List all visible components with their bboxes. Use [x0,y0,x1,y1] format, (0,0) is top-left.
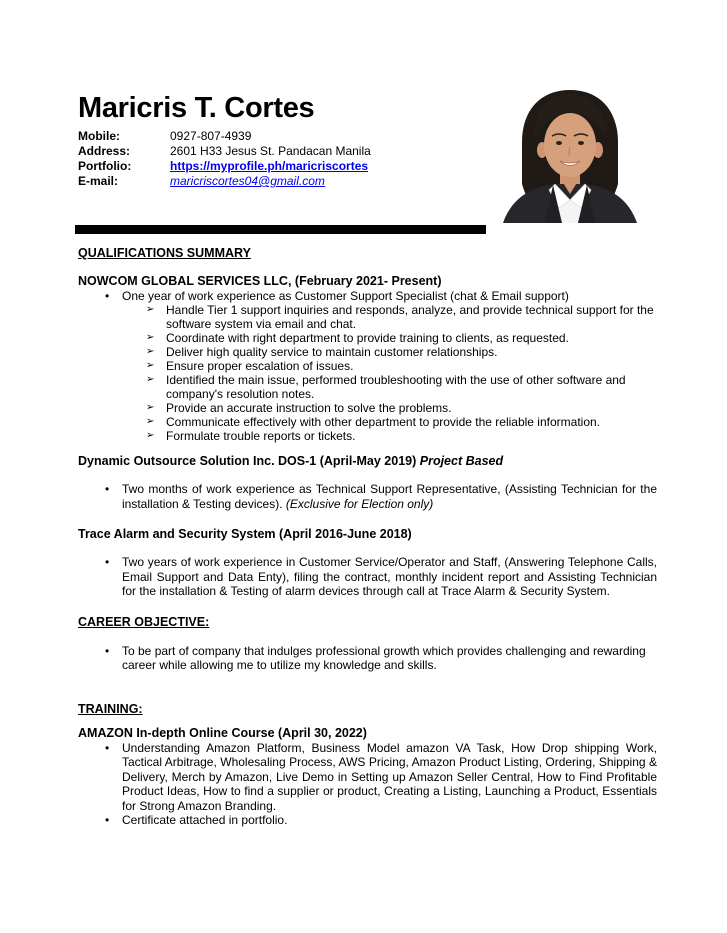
task-item: ➢ Handle Tier 1 support inquiries and responds, analyze, and provide technical support for the software system via email and chat. [146,303,654,331]
contact-row-portfolio [78,159,657,174]
task-item: ➢ Identified the main issue, performed troubleshooting with the use of other software and company's resolution notes. [146,373,626,401]
task-item: ➢ Communicate effectively with other department to provide the reliable information. [146,415,600,429]
training-bullet: • Certificate attached in portfolio. [105,813,288,827]
job-heading-dynamic: Dynamic Outsource Solution Inc. DOS-1 (April-May 2019) Project Based [78,454,504,468]
contact-row-mobile [78,129,657,144]
training-bullet: • Understanding Amazon Platform, Business Model amazon VA Task, How Drop shipping Work, Tactical Arbitrage, Wholesaling Process, AWS Pricing, Amazon Product Listing, Ordering, Shipping & Delivery, Merch by Amazon, Live Demo in Setting up Amazon Seller Central, How to Find Profitable Product Ideas, How to find a supplier or product, Creating a Listing, Launching a Product, Essentials for Strong Amazon Branding. [105,740,657,813]
bullet-icon: • [105,555,110,569]
training-course-heading: AMAZON In-depth Online Course (April 30, 2022) [78,725,367,740]
bullet-icon: • [105,813,110,827]
mobile-label: Mobile: [78,129,120,143]
job-summary-dynamic-italic: (Exclusive for Election only) [285,496,434,511]
job-summary-nowcom: • One year of work experience as Customer Support Specialist (chat & Email support) [105,289,569,303]
arrow-bullet-icon: ➢ [146,360,155,371]
job-heading-dynamic-italic: Project Based [419,454,504,468]
arrow-bullet-icon: ➢ [146,402,155,413]
job-summary-dynamic: • Two months of work experience as Technical Support Representative, (Assisting Technician for the installation & Testing devices). (Exclusive for Election only) [105,482,657,511]
portfolio-label: Portfolio: [78,159,132,173]
section-title-training: TRAINING: [78,701,143,716]
arrow-bullet-icon: ➢ [146,430,155,441]
address-value: 2601 H33 Jesus St. Pandacan Manila [170,144,371,158]
section-title-career-objective: CAREER OBJECTIVE: [78,614,210,629]
contact-row-address [78,144,657,159]
arrow-bullet-icon: ➢ [146,374,155,385]
email-label: E-mail: [78,174,119,188]
mobile-value: 0927-807-4939 [170,129,252,143]
task-item: ➢ Provide an accurate instruction to solve the problems. [146,401,452,415]
task-item: ➢ Coordinate with right department to provide training to clients, as requested. [146,331,569,345]
portfolio-link[interactable]: https://myprofile.ph/maricriscortes [170,159,369,173]
arrow-bullet-icon: ➢ [146,416,155,427]
task-item: ➢ Deliver high quality service to maintain customer relationships. [146,345,498,359]
arrow-bullet-icon: ➢ [146,346,155,357]
task-item: ➢ Formulate trouble reports or tickets. [146,429,356,443]
email-link[interactable]: maricriscortes04@gmail.com [170,174,325,188]
bullet-icon: • [105,740,110,755]
job-heading-nowcom: NOWCOM GLOBAL SERVICES LLC, (February 2021- Present) [78,274,442,288]
arrow-bullet-icon: ➢ [146,304,155,315]
arrow-bullet-icon: ➢ [146,332,155,343]
divider-bar [75,225,486,234]
career-objective-summary: • To be part of company that indulges professional growth which provides challenging and rewarding career while allowing me to utilize my knowledge and skills. [105,643,646,672]
task-item: ➢ Ensure proper escalation of issues. [146,359,354,373]
address-label: Address: [78,144,131,158]
bullet-icon: • [105,643,110,658]
applicant-name: Maricris T. Cortes [78,92,315,124]
job-summary-trace: • Two years of work experience in Customer Service/Operator and Staff, (Answering Telephone Calls, Email Support and Data Enty), filing the contract, monthly incident report and Assisting Technician for the installation & Testing of alarm devices through call at Trace Alarm & Security System. [105,555,657,598]
job-heading-trace: Trace Alarm and Security System (April 2016-June 2018) [78,527,412,541]
contact-row-email [78,174,657,189]
bullet-icon: • [105,289,110,303]
bullet-icon: • [105,482,110,496]
section-title-qualifications: QUALIFICATIONS SUMMARY [78,246,251,260]
